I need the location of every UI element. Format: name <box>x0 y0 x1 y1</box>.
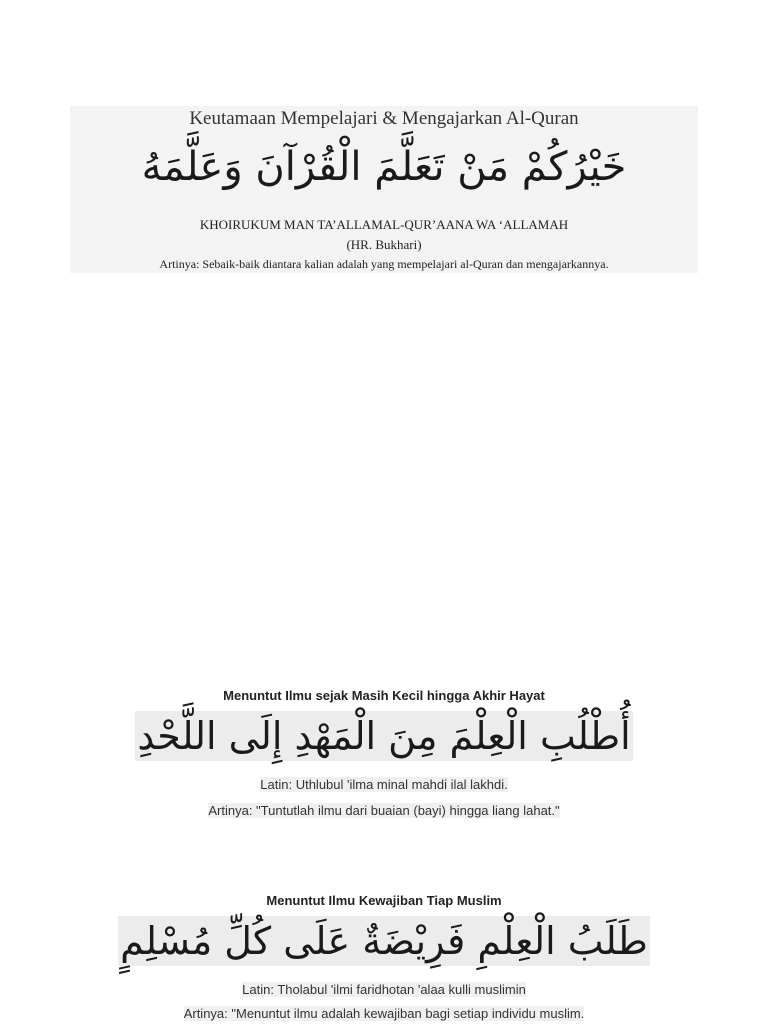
section-meaning <box>0 1006 768 1021</box>
meaning-text: Artinya: "Tuntutlah ilmu dari buaian (bayi) hingga liang lahat." <box>208 803 560 818</box>
hadith-arabic-text: خَيْرُكُمْ مَنْ تَعَلَّمَ الْقُرْآنَ وَعَلَّمَهُ <box>141 144 627 190</box>
hadith-section-obligation <box>0 892 768 1021</box>
latin-text: Latin: Uthlubul 'ilma minal mahdi ilal lakhdi. <box>260 777 508 792</box>
section-arabic-text: طَلَبُ الْعِلْمِ فَرِيْضَةٌ عَلَى كُلِّ مُسْلِمٍ <box>118 916 650 966</box>
hadith-meaning: Artinya: Sebaik-baik diantara kalian adalah yang mempelajari al-Quran dan mengajarkannya. <box>159 257 609 271</box>
hadith-section-lifelong-learning <box>0 687 768 818</box>
meaning-text: Artinya: "Menuntut ilmu adalah kewajiban bagi setiap individu muslim. <box>183 1006 585 1021</box>
hadith-transliteration: KHOIRUKUM MAN TA’ALLAMAL-QUR’AANA WA ‘ALLAMAH <box>199 217 569 232</box>
section-heading: Menuntut Ilmu sejak Masih Kecil hingga Akhir Hayat <box>223 688 545 703</box>
arabic-wrapper <box>0 707 768 765</box>
arabic-wrapper <box>0 912 768 970</box>
section-heading: Menuntut Ilmu Kewajiban Tiap Muslim <box>266 893 502 908</box>
section-latin <box>0 777 768 792</box>
section-meaning <box>0 803 768 818</box>
section-arabic-text: أُطْلُبِ الْعِلْمَ مِنَ الْمَهْدِ إِلَى اللَّحْدِ <box>135 711 632 761</box>
latin-text: Latin: Tholabul 'ilmi faridhotan 'alaa kulli muslimin <box>242 982 526 997</box>
hadith-card-quran <box>70 106 698 273</box>
hadith-source: (HR. Bukhari) <box>346 237 422 252</box>
hadith-title: Keutamaan Mempelajari & Mengajarkan Al-Quran <box>189 108 579 129</box>
section-latin <box>0 982 768 997</box>
